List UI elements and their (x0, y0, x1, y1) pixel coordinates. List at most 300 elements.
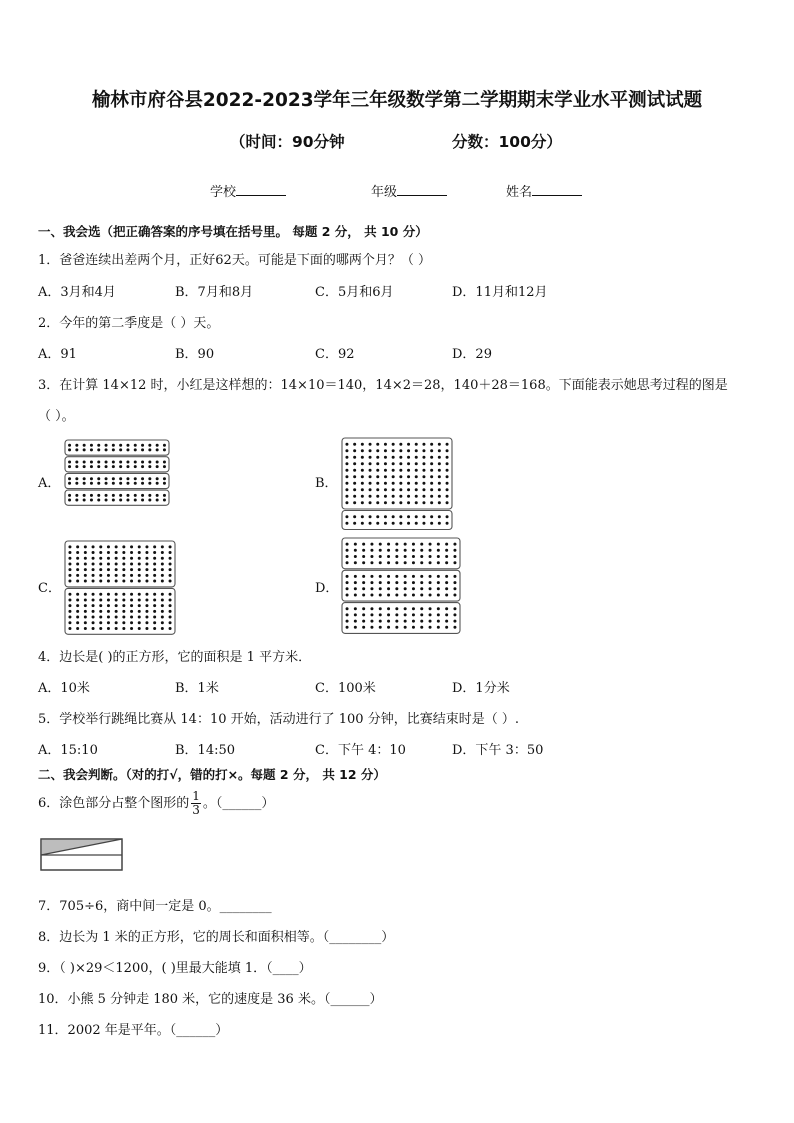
dot-group-box (65, 457, 169, 472)
q3-label-b[interactable]: B． (315, 476, 338, 491)
dot (422, 475, 425, 478)
dot (412, 626, 415, 629)
dot (392, 475, 395, 478)
dot (453, 613, 456, 616)
dot (399, 469, 402, 472)
dot (156, 461, 159, 464)
dot (438, 449, 441, 452)
grade-blank[interactable] (397, 183, 447, 196)
dot (387, 549, 390, 552)
dot (112, 461, 115, 464)
dot (430, 501, 433, 504)
dot (84, 593, 87, 596)
dot (438, 456, 441, 459)
dot (384, 522, 387, 525)
dot (422, 462, 425, 465)
dot (437, 594, 440, 597)
dot (429, 555, 432, 558)
dot (107, 610, 110, 613)
dot (153, 627, 156, 630)
dot (379, 607, 382, 610)
dot (76, 616, 79, 619)
dot (399, 462, 402, 465)
dot (153, 557, 156, 560)
dot (99, 568, 102, 571)
dot (346, 613, 349, 616)
q1-option-c[interactable]: C．5月和6月 (315, 285, 394, 300)
dot (68, 448, 71, 451)
dot (161, 574, 164, 577)
dot (161, 551, 164, 554)
dot (345, 515, 348, 518)
dot (445, 555, 448, 558)
dot (145, 574, 148, 577)
dot (130, 545, 133, 548)
dot (76, 598, 79, 601)
dot (369, 515, 372, 518)
dot (395, 613, 398, 616)
name-blank[interactable] (532, 183, 582, 196)
dot (105, 477, 108, 480)
dot (412, 620, 415, 623)
dot (84, 621, 87, 624)
dot (361, 456, 364, 459)
dot (407, 443, 410, 446)
dot (161, 616, 164, 619)
dot (141, 444, 144, 447)
q3-label-c[interactable]: C． (38, 581, 61, 596)
dot (75, 477, 78, 480)
dot (105, 465, 108, 468)
dot (76, 545, 79, 548)
dot (138, 545, 141, 548)
dot-group-box (65, 588, 175, 634)
dot (437, 575, 440, 578)
dot (92, 580, 95, 583)
dot (404, 549, 407, 552)
name-field[interactable] (506, 181, 582, 200)
dot (446, 482, 449, 485)
dot (76, 627, 79, 630)
dot (145, 580, 148, 583)
dot (122, 574, 125, 577)
dot (446, 501, 449, 504)
q4-option-d[interactable]: D．1分米 (452, 681, 510, 696)
q3-dot-diagram-b (341, 437, 453, 527)
dot-group-box (342, 438, 452, 509)
dot (99, 551, 102, 554)
dot (392, 495, 395, 498)
dot (99, 621, 102, 624)
dot (134, 477, 137, 480)
dot (90, 499, 93, 502)
q10-text[interactable]: 10．小熊 5 分钟走 180 米，它的速度是 36 米。（______） (38, 992, 383, 1007)
dot (119, 477, 122, 480)
dot (97, 444, 100, 447)
dot (346, 549, 349, 552)
q2-option-a[interactable]: A．91 (38, 347, 77, 362)
dot (420, 620, 423, 623)
dot (169, 616, 172, 619)
dot (438, 469, 441, 472)
dot (105, 482, 108, 485)
dot (353, 462, 356, 465)
dot (446, 475, 449, 478)
dot (370, 581, 373, 584)
dot (119, 482, 122, 485)
dot (75, 444, 78, 447)
q8-text[interactable]: 8．边长为 1 米的正方形，它的周长和面积相等。（________） (38, 930, 395, 945)
dot (361, 482, 364, 485)
dot (361, 488, 364, 491)
dot (76, 551, 79, 554)
dot (92, 627, 95, 630)
dot (99, 598, 102, 601)
dot (161, 557, 164, 560)
dot (387, 607, 390, 610)
dot (138, 621, 141, 624)
dot (122, 557, 125, 560)
dot (399, 482, 402, 485)
q2-option-c[interactable]: C．92 (315, 347, 355, 362)
dot (422, 443, 425, 446)
dot (346, 587, 349, 590)
dot (395, 543, 398, 546)
dot (346, 543, 349, 546)
dot (407, 469, 410, 472)
dot (392, 449, 395, 452)
dot (376, 449, 379, 452)
dot (115, 562, 118, 565)
dot (84, 545, 87, 548)
dot (169, 568, 172, 571)
dot (362, 561, 365, 564)
school-blank[interactable] (236, 183, 286, 196)
dot (76, 557, 79, 560)
dot (362, 555, 365, 558)
dot (361, 515, 364, 518)
dot (161, 610, 164, 613)
dot (148, 482, 151, 485)
dot (115, 604, 118, 607)
dot (384, 469, 387, 472)
dot (407, 488, 410, 491)
fraction-numerator: 1 (192, 789, 200, 803)
dot (399, 495, 402, 498)
dot (392, 443, 395, 446)
dot (445, 626, 448, 629)
dot (161, 621, 164, 624)
exam-time: （时间：90分钟 (230, 133, 345, 151)
dot (412, 561, 415, 564)
dot (445, 549, 448, 552)
dot (379, 620, 382, 623)
dot (163, 477, 166, 480)
dot (122, 568, 125, 571)
dot (134, 465, 137, 468)
dot (130, 551, 133, 554)
dot (407, 522, 410, 525)
dot (99, 627, 102, 630)
dot (141, 465, 144, 468)
dot (370, 575, 373, 578)
q6-prefix: 6．涂色部分占整个图形的 (38, 796, 190, 811)
dot (354, 613, 357, 616)
q1-option-d[interactable]: D．11月和12月 (452, 285, 548, 300)
dot (153, 580, 156, 583)
dot (429, 607, 432, 610)
dot (76, 593, 79, 596)
dot (92, 616, 95, 619)
dot (437, 620, 440, 623)
dot (163, 494, 166, 497)
dot (438, 482, 441, 485)
dot (438, 443, 441, 446)
dot (122, 562, 125, 565)
dot (384, 462, 387, 465)
dot (169, 610, 172, 613)
dot (376, 522, 379, 525)
dot (112, 482, 115, 485)
dot (420, 594, 423, 597)
dot (112, 499, 115, 502)
dot (384, 482, 387, 485)
q3-text-line2: （ ）。 (38, 409, 75, 424)
dot (422, 482, 425, 485)
dot (163, 448, 166, 451)
dot (76, 574, 79, 577)
dot (362, 575, 365, 578)
dot (92, 562, 95, 565)
dot (376, 462, 379, 465)
q3-label-d[interactable]: D． (315, 581, 339, 596)
dot (84, 580, 87, 583)
dot (387, 620, 390, 623)
dot (353, 495, 356, 498)
dot (148, 477, 151, 480)
dot (399, 488, 402, 491)
dot (437, 581, 440, 584)
dot (83, 477, 86, 480)
dot (379, 549, 382, 552)
dot (134, 482, 137, 485)
dot (370, 549, 373, 552)
dot (369, 469, 372, 472)
dot (134, 444, 137, 447)
dot (384, 449, 387, 452)
dot (412, 587, 415, 590)
dot (97, 499, 100, 502)
dot (83, 461, 86, 464)
dot (84, 616, 87, 619)
q5-option-d[interactable]: D．下午 3：50 (452, 743, 544, 758)
dot (138, 610, 141, 613)
dot (445, 561, 448, 564)
dot (68, 461, 71, 464)
dot (415, 522, 418, 525)
dot (346, 555, 349, 558)
q2-option-b[interactable]: B．90 (175, 347, 215, 362)
dot (161, 598, 164, 601)
school-field[interactable] (210, 181, 286, 200)
dot (90, 494, 93, 497)
dot (369, 501, 372, 504)
dot (376, 488, 379, 491)
dot (404, 587, 407, 590)
dot-group-box (342, 570, 460, 601)
dot (68, 562, 71, 565)
dot (153, 621, 156, 624)
dot (370, 561, 373, 564)
dot (345, 488, 348, 491)
q7-text[interactable]: 7．705÷6，商中间一定是 0。________ (38, 899, 272, 914)
dot (395, 575, 398, 578)
dot (429, 549, 432, 552)
dot (138, 557, 141, 560)
dot (438, 515, 441, 518)
dot (395, 581, 398, 584)
dot (430, 495, 433, 498)
dot (92, 604, 95, 607)
dot (392, 482, 395, 485)
dot (430, 522, 433, 525)
dot (84, 574, 87, 577)
dot (148, 499, 151, 502)
dot (420, 613, 423, 616)
dot (429, 594, 432, 597)
dot (134, 494, 137, 497)
dot (83, 444, 86, 447)
dot (369, 475, 372, 478)
grade-field[interactable] (371, 181, 447, 200)
dot (353, 449, 356, 452)
q5-option-c[interactable]: C．下午 4：10 (315, 743, 406, 758)
dot (395, 594, 398, 597)
dot (429, 581, 432, 584)
dot (399, 475, 402, 478)
q9-text[interactable]: 9．（ )×29＜1200，( )里最大能填 1．（____） (38, 961, 312, 976)
q3-label-a[interactable]: A． (38, 476, 61, 491)
q6-suffix[interactable]: 。（______） (202, 796, 275, 811)
dot (75, 465, 78, 468)
dot (145, 616, 148, 619)
dot (92, 551, 95, 554)
dot (376, 495, 379, 498)
q5-option-a[interactable]: A．15:10 (38, 743, 98, 758)
dot (68, 627, 71, 630)
dot (407, 462, 410, 465)
dot (156, 494, 159, 497)
dot (148, 494, 151, 497)
dot (370, 620, 373, 623)
dot (446, 462, 449, 465)
dot (119, 494, 122, 497)
q5-option-b[interactable]: B．14:50 (175, 743, 236, 758)
dot (395, 620, 398, 623)
dot (395, 607, 398, 610)
dot (453, 543, 456, 546)
dot (99, 604, 102, 607)
dot (370, 607, 373, 610)
dot (107, 598, 110, 601)
dot (430, 449, 433, 452)
dot (379, 613, 382, 616)
dot (395, 555, 398, 558)
dot (115, 551, 118, 554)
dot (105, 494, 108, 497)
dot (420, 561, 423, 564)
dot (122, 604, 125, 607)
dot (370, 555, 373, 558)
dot (392, 501, 395, 504)
dot (438, 501, 441, 504)
dot (345, 469, 348, 472)
dot (68, 477, 71, 480)
dot (138, 593, 141, 596)
dot (379, 626, 382, 629)
school-label: 学校 (210, 185, 237, 200)
dot (122, 551, 125, 554)
dot (376, 443, 379, 446)
q3-dot-diagram-c (64, 540, 176, 634)
dot (99, 610, 102, 613)
dot (145, 627, 148, 630)
dot (84, 598, 87, 601)
dot (134, 448, 137, 451)
dot (99, 593, 102, 596)
q4-option-c[interactable]: C．100米 (315, 681, 376, 696)
dot (119, 499, 122, 502)
dot (415, 449, 418, 452)
q11-text[interactable]: 11．2002 年是平年。（______） (38, 1023, 229, 1038)
dot (90, 461, 93, 464)
dot (345, 443, 348, 446)
dot (387, 581, 390, 584)
dot (153, 545, 156, 548)
dot (145, 562, 148, 565)
dot (145, 598, 148, 601)
dot (399, 456, 402, 459)
dot (430, 515, 433, 518)
dot (412, 555, 415, 558)
dot (387, 613, 390, 616)
dot (387, 555, 390, 558)
dot (353, 515, 356, 518)
dot (369, 449, 372, 452)
dot (412, 594, 415, 597)
dot (369, 488, 372, 491)
dot (369, 443, 372, 446)
dot (83, 494, 86, 497)
q1-option-a[interactable]: A．3月和4月 (38, 285, 116, 300)
dot (145, 557, 148, 560)
dot (362, 607, 365, 610)
q2-option-d[interactable]: D．29 (452, 347, 492, 362)
dot (84, 557, 87, 560)
dot (387, 594, 390, 597)
dot (169, 574, 172, 577)
q4-option-b[interactable]: B．1米 (175, 681, 219, 696)
q1-option-b[interactable]: B．7月和8月 (175, 285, 254, 300)
dot (75, 482, 78, 485)
dot (346, 620, 349, 623)
dot (148, 444, 151, 447)
dot (384, 515, 387, 518)
dot (90, 448, 93, 451)
dot (68, 580, 71, 583)
dot (115, 574, 118, 577)
q4-option-a[interactable]: A．10米 (38, 681, 90, 696)
